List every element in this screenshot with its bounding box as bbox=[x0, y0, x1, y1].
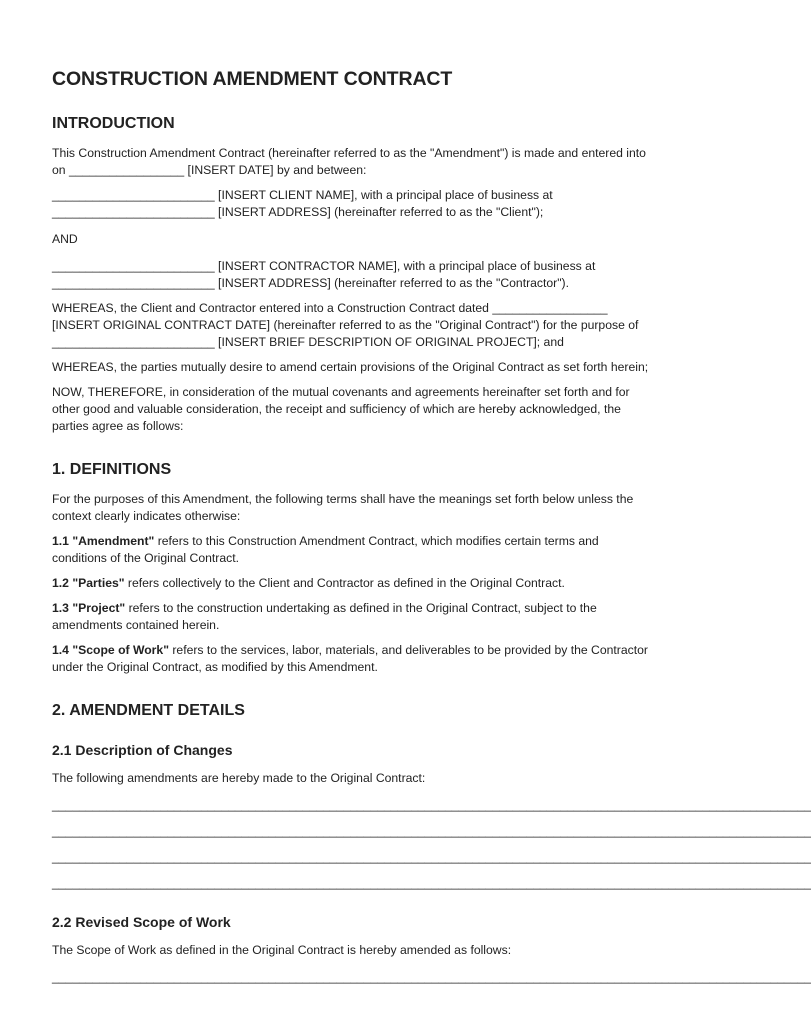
definitions-heading: 1. DEFINITIONS bbox=[52, 461, 172, 478]
definition-text: conditions of the Original Contract. bbox=[52, 551, 239, 565]
revised-scope-heading: 2.2 Revised Scope of Work bbox=[52, 914, 231, 930]
blank-line: ________________________________________________________________________________________________________________ bbox=[52, 850, 811, 864]
document-title: CONSTRUCTION AMENDMENT CONTRACT bbox=[52, 68, 453, 90]
now-therefore-paragraph bbox=[52, 384, 720, 435]
definition-text: refers to this Construction Amendment Contract, which modifies certain terms and bbox=[154, 534, 599, 548]
whereas-line: [INSERT ORIGINAL CONTRACT DATE] (hereinafter referred to as the "Original Contract") for the purpose of bbox=[52, 318, 639, 332]
and-text: AND bbox=[52, 232, 78, 246]
description-of-changes-text: The following amendments are hereby made to the Original Contract: bbox=[52, 771, 426, 785]
whereas-line: WHEREAS, the Client and Contractor entered into a Construction Contract dated _________________ bbox=[52, 301, 608, 315]
contractor-line: ________________________ [INSERT ADDRESS] (hereinafter referred to as the "Contractor"). bbox=[52, 276, 570, 290]
blank-line: ________________________________________________________________________________________________________________ bbox=[52, 824, 811, 838]
now-line: other good and valuable consideration, the receipt and sufficiency of which are hereby acknowledged, the bbox=[52, 402, 621, 416]
definition-term: 1.3 "Project" bbox=[52, 601, 126, 615]
definition-project bbox=[52, 600, 720, 634]
blank-line: ________________________________________________________________________________________________________________ bbox=[52, 970, 811, 984]
client-paragraph bbox=[52, 187, 720, 221]
whereas-paragraph-2: WHEREAS, the parties mutually desire to amend certain provisions of the Original Contract as set forth herein; bbox=[52, 360, 649, 374]
blank-line: ________________________________________________________________________________________________________________ bbox=[52, 798, 811, 812]
introduction-heading: INTRODUCTION bbox=[52, 115, 175, 132]
definition-amendment bbox=[52, 533, 720, 567]
now-line: parties agree as follows: bbox=[52, 419, 184, 433]
description-of-changes-heading: 2.1 Description of Changes bbox=[52, 742, 233, 758]
definition-term: 1.2 "Parties" bbox=[52, 576, 125, 590]
definition-text: refers collectively to the Client and Contractor as defined in the Original Contract. bbox=[124, 576, 565, 590]
definition-text: refers to the construction undertaking as defined in the Original Contract, subject to the bbox=[125, 601, 597, 615]
whereas-line: ________________________ [INSERT BRIEF DESCRIPTION OF ORIGINAL PROJECT]; and bbox=[52, 335, 564, 349]
client-line: ________________________ [INSERT CLIENT NAME], with a principal place of business at bbox=[52, 188, 553, 202]
revised-scope-text: The Scope of Work as defined in the Original Contract is hereby amended as follows: bbox=[52, 943, 512, 957]
client-line: ________________________ [INSERT ADDRESS] (hereinafter referred to as the "Client"); bbox=[52, 205, 544, 219]
definition-term: 1.4 "Scope of Work" bbox=[52, 643, 169, 657]
definition-text: under the Original Contract, as modified by this Amendment. bbox=[52, 660, 378, 674]
contractor-line: ________________________ [INSERT CONTRACTOR NAME], with a principal place of business at bbox=[52, 259, 596, 273]
intro-paragraph bbox=[52, 145, 720, 179]
definition-text: refers to the services, labor, materials, and deliverables to be provided by the Contractor bbox=[168, 643, 648, 657]
definition-parties bbox=[52, 575, 720, 592]
definition-scope-of-work bbox=[52, 642, 720, 676]
contractor-paragraph bbox=[52, 258, 720, 292]
blank-line: ________________________________________________________________________________________________________________ bbox=[52, 876, 811, 890]
definition-term: 1.1 "Amendment" bbox=[52, 534, 155, 548]
intro-line: This Construction Amendment Contract (hereinafter referred to as the "Amendment") is made and entered into bbox=[52, 146, 646, 160]
intro-line: on _________________ [INSERT DATE] by and between: bbox=[52, 163, 367, 177]
definition-text: amendments contained herein. bbox=[52, 618, 220, 632]
amendment-details-heading: 2. AMENDMENT DETAILS bbox=[52, 702, 245, 719]
definitions-intro-line: context clearly indicates otherwise: bbox=[52, 509, 241, 523]
definitions-intro-line: For the purposes of this Amendment, the following terms shall have the meanings set forth below unless the bbox=[52, 492, 634, 506]
now-line: NOW, THEREFORE, in consideration of the mutual covenants and agreements hereinafter set forth and for bbox=[52, 385, 630, 399]
whereas-paragraph-1 bbox=[52, 300, 720, 351]
definitions-intro bbox=[52, 491, 720, 525]
